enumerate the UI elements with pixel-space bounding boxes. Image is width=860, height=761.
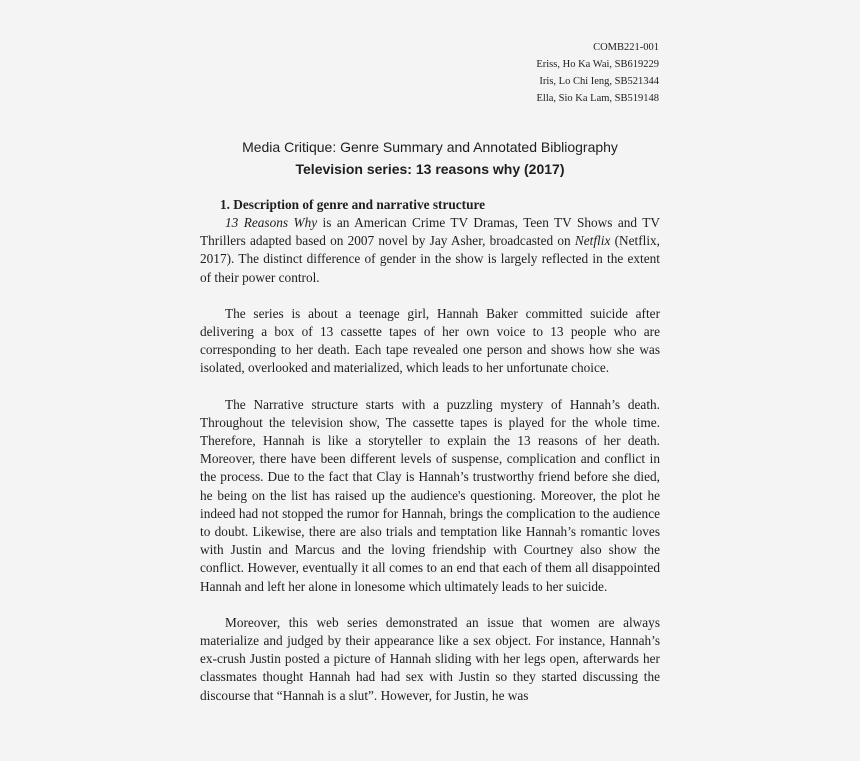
author-line: Iris, Lo Chi Ieng, SB521344 <box>539 76 659 87</box>
paragraph-1-text-b: (Netflix, 2017). The distinct difference of gender in the show is largely reflected in the extent of their power control. <box>200 233 660 285</box>
section-heading: 1. Description of genre and narrative structure <box>220 197 486 212</box>
author-line: Ella, Sio Ka Lam, SB519148 <box>536 93 659 104</box>
paragraph-2: The series is about a teenage girl, Hannah Baker committed suicide after delivering a box of 13 cassette tapes of her own voice to 13 people who are corresponding to her death. Each tape revealed one person and shows how she was isolated, overlooked and materialized, which leads to her unfortunate choice. <box>200 305 660 376</box>
author-line: Eriss, Ho Ka Wai, SB619229 <box>536 59 659 70</box>
paragraph-1-text-a: is an American Crime TV Dramas, Teen TV Shows and TV Thrillers adapted based on 2007 novel by Jay Asher, broadcasted on <box>200 215 660 249</box>
document-subtitle: Television series: 13 reasons why (2017) <box>295 161 565 177</box>
show-title: 13 Reasons Why <box>225 215 318 230</box>
title-block <box>0 137 860 179</box>
body-text <box>200 196 660 705</box>
paragraph-3: The Narrative structure starts with a puzzling mystery of Hannah’s death. Throughout the television show, The cassette tapes is played for the whole time. Therefore, Hannah is like a storyteller to explain the 13 reasons of her death. Moreover, there have been different levels of suspense, complication and conflict in the process. Due to the fact that Clay is Hannah’s trustworthy friend before she died, he being on the list has raised up the audience's questioning. Moreover, the plot he indeed had not stopped the rumor for Hannah, brings the complication to the audience to doubt. Likewise, there are also trials and temptation like Hannah’s romantic loves with Justin and Marcus and the loving friendship with Courtney also show the conflict. However, eventually it all comes to an end that each of them all disappointed Hannah and left her alone in lonesome which ultimately leads to her suicide. <box>200 396 660 594</box>
course-code: COMB221-001 <box>593 42 659 53</box>
document-title: Media Critique: Genre Summary and Annotated Bibliography <box>242 139 618 155</box>
author-block <box>536 39 659 107</box>
paragraph-1 <box>200 214 660 287</box>
paragraph-4: Moreover, this web series demonstrated an issue that women are always materialize and judged by their appearance like a sex object. For instance, Hannah’s ex-crush Justin posted a picture of Hannah sliding with her legs open, afterwards her classmates thought Hannah had had sex with Justin so they started discussing the discourse that “Hannah is a slut”. However, for Justin, he was <box>200 614 660 703</box>
netflix-name: Netflix <box>574 233 611 249</box>
